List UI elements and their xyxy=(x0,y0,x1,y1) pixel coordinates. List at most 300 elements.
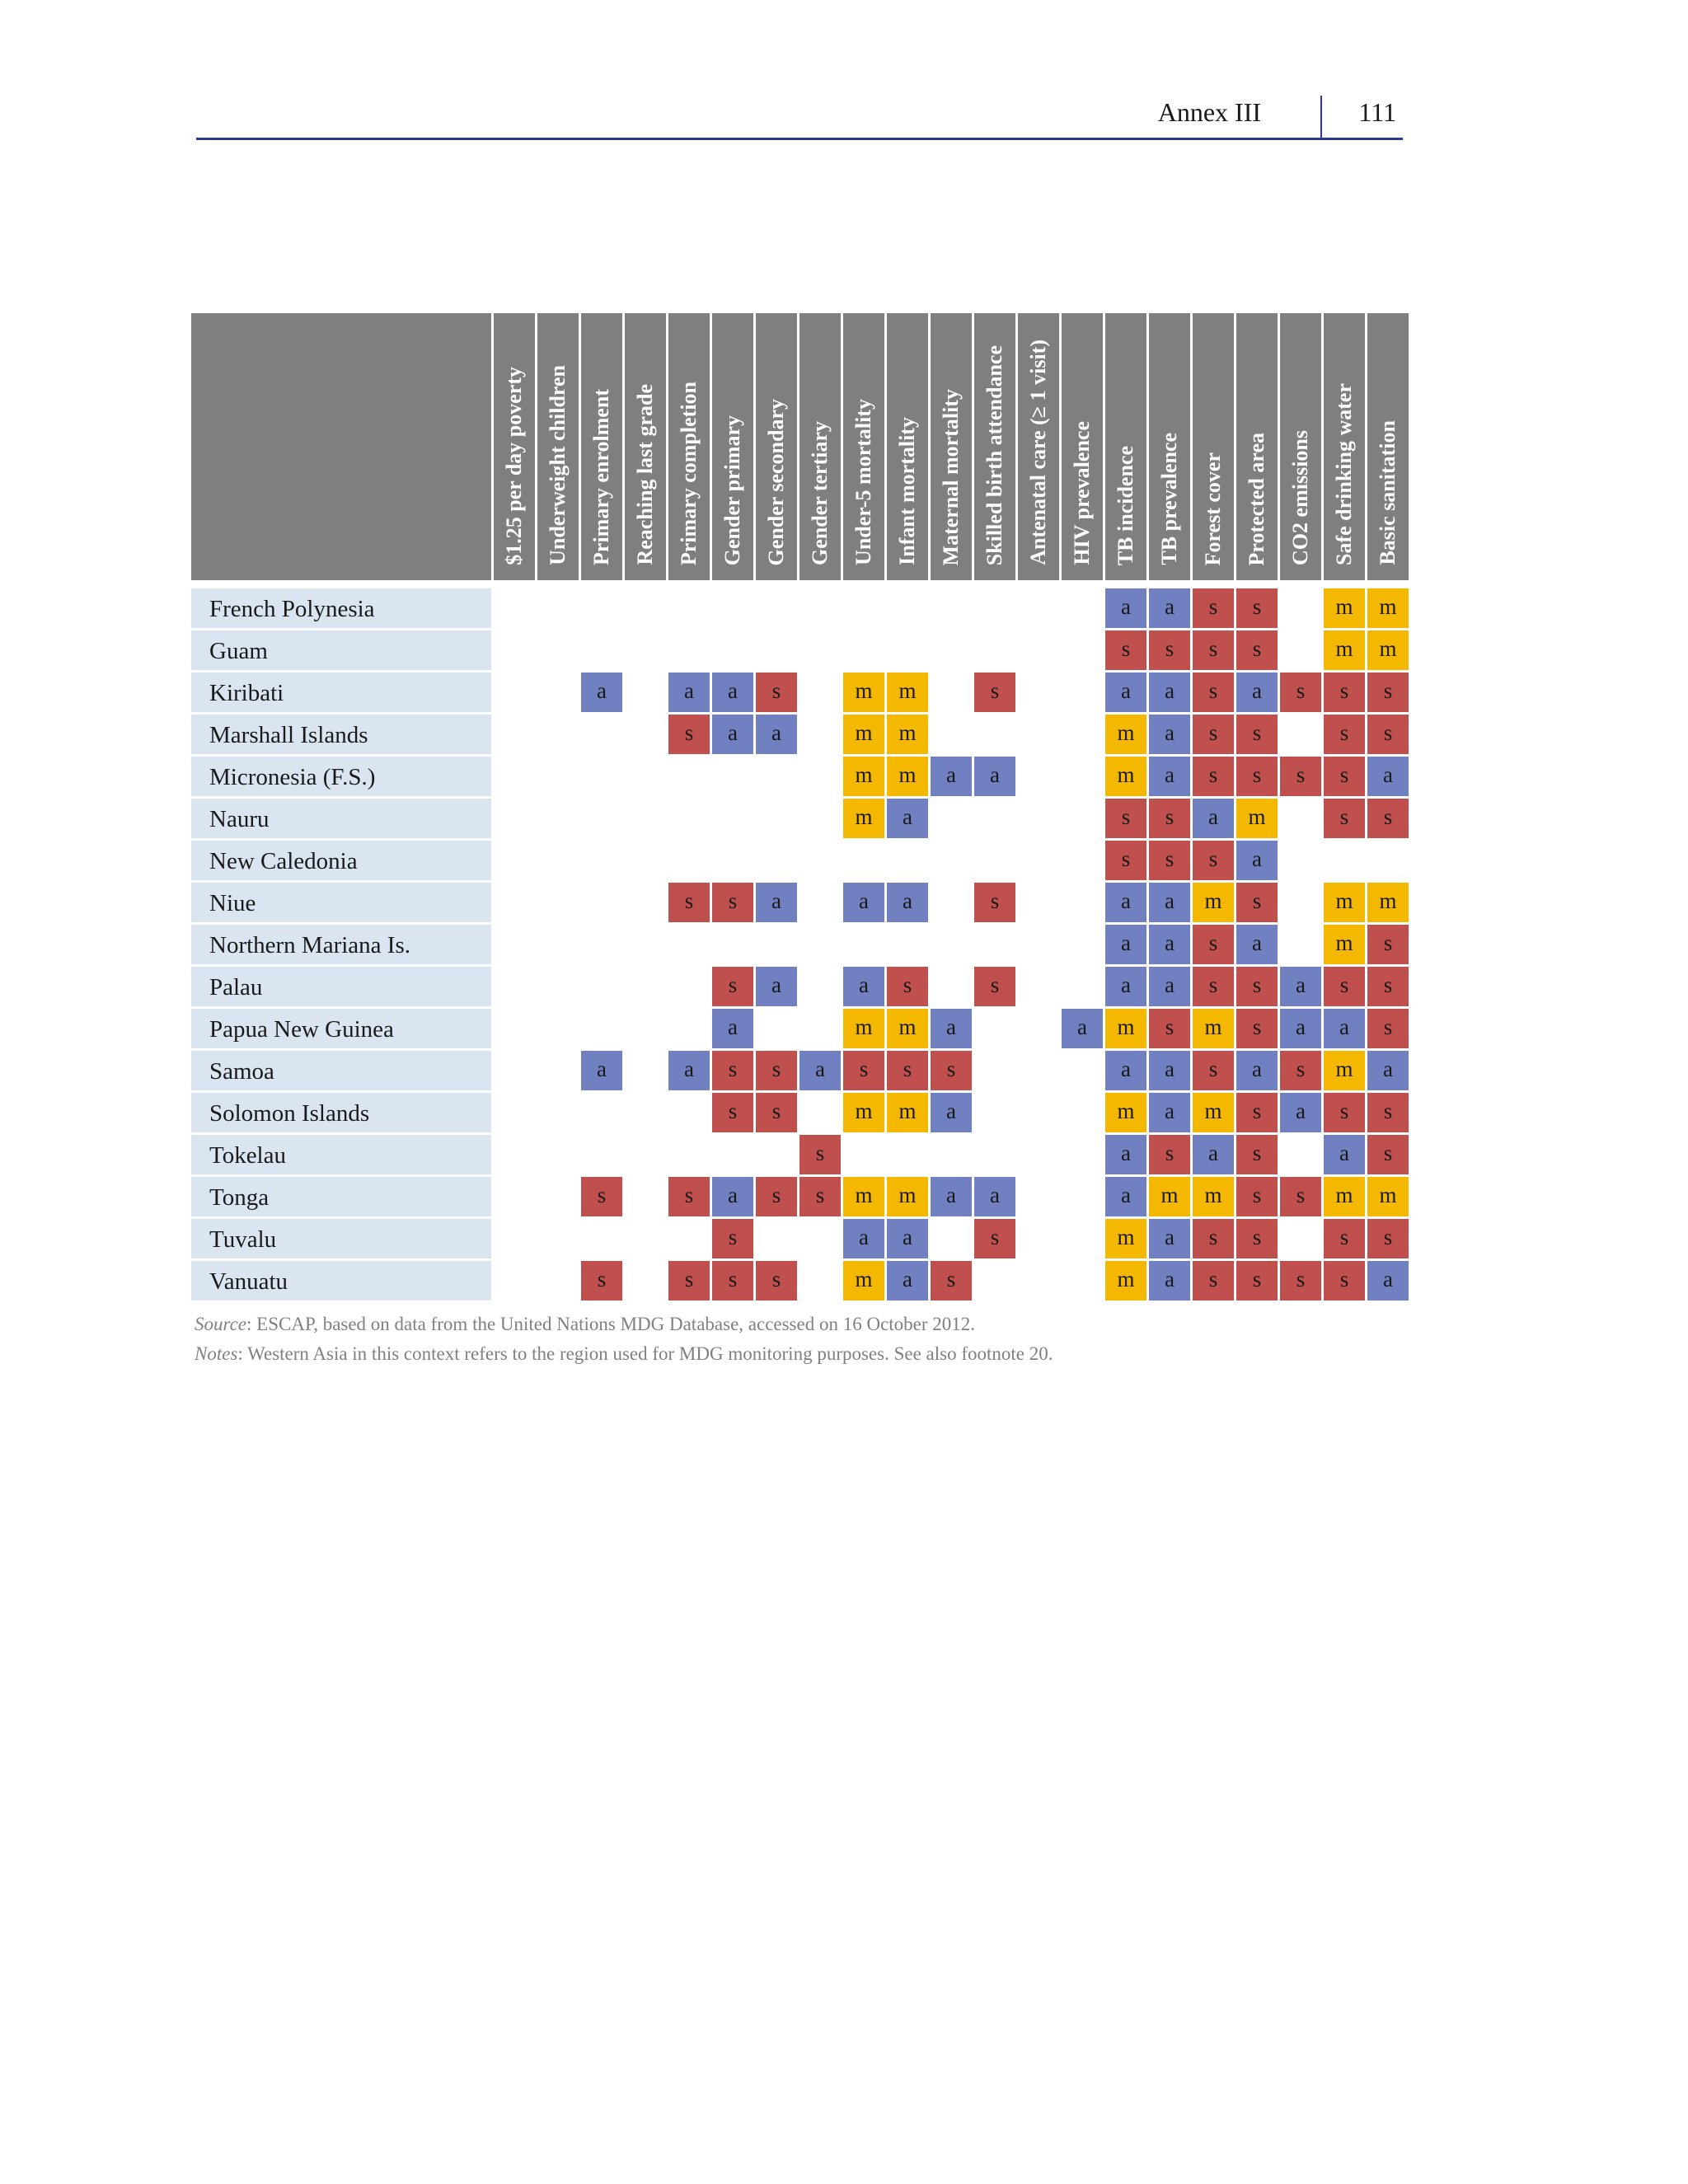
status-cell: s xyxy=(1236,715,1278,754)
status-cell: s xyxy=(1149,1135,1190,1174)
empty-cell xyxy=(581,588,622,628)
indicator-label: Primary completion xyxy=(677,381,701,565)
status-cell: s xyxy=(1193,673,1234,712)
empty-cell xyxy=(799,1093,841,1132)
empty-cell xyxy=(799,757,841,796)
empty-cell xyxy=(668,925,710,964)
indicator-label: Skilled birth attendance xyxy=(982,344,1006,565)
status-cell: s xyxy=(1367,1135,1409,1174)
status-cell: s xyxy=(1149,1009,1190,1048)
status-cell: a xyxy=(756,883,797,922)
empty-cell xyxy=(1062,673,1103,712)
status-cell: s xyxy=(1236,1177,1278,1216)
status-cell: a xyxy=(1149,715,1190,754)
status-cell: a xyxy=(1149,673,1190,712)
status-cell: a xyxy=(1062,1009,1103,1048)
indicator-header xyxy=(1149,313,1190,580)
status-cell: m xyxy=(843,1093,884,1132)
table-row xyxy=(191,630,1409,670)
status-cell: s xyxy=(1367,715,1409,754)
page-number: 111 xyxy=(1358,97,1396,127)
empty-cell xyxy=(843,841,884,880)
empty-cell xyxy=(625,1261,666,1301)
status-cell: a xyxy=(843,1219,884,1258)
status-cell: m xyxy=(1236,799,1278,838)
status-cell: a xyxy=(887,883,928,922)
header-separator xyxy=(1320,96,1322,138)
empty-cell xyxy=(1062,588,1103,628)
indicator-label: Gender secondary xyxy=(764,398,788,565)
source-text: : ESCAP, based on data from the United Nations MDG Database, accessed on 16 October 2012. xyxy=(246,1314,976,1334)
status-cell: a xyxy=(1236,925,1278,964)
empty-cell xyxy=(1018,841,1059,880)
empty-cell xyxy=(974,1261,1015,1301)
status-cell: s xyxy=(712,1051,753,1090)
empty-cell xyxy=(1280,925,1321,964)
status-cell: a xyxy=(1280,967,1321,1006)
empty-cell xyxy=(756,757,797,796)
status-cell: m xyxy=(1367,883,1409,922)
status-cell: a xyxy=(887,1261,928,1301)
indicator-label: TB incidence xyxy=(1114,445,1137,565)
empty-cell xyxy=(494,967,535,1006)
status-cell: s xyxy=(668,1177,710,1216)
empty-cell xyxy=(625,799,666,838)
empty-cell xyxy=(625,1177,666,1216)
empty-cell xyxy=(494,1261,535,1301)
status-cell: s xyxy=(1280,1177,1321,1216)
status-cell: s xyxy=(931,1261,972,1301)
empty-cell xyxy=(581,925,622,964)
empty-cell xyxy=(581,1135,622,1174)
status-cell: s xyxy=(1149,799,1190,838)
empty-cell xyxy=(974,841,1015,880)
indicator-label: Safe drinking water xyxy=(1332,383,1356,565)
empty-cell xyxy=(537,1009,579,1048)
empty-cell xyxy=(1018,1261,1059,1301)
status-cell: s xyxy=(1367,1219,1409,1258)
status-cell: a xyxy=(1149,1051,1190,1090)
table-row xyxy=(191,1261,1409,1301)
status-cell: a xyxy=(1149,1219,1190,1258)
empty-cell xyxy=(931,715,972,754)
empty-cell xyxy=(974,1135,1015,1174)
status-cell: s xyxy=(581,1261,622,1301)
empty-cell xyxy=(537,1093,579,1132)
status-cell: a xyxy=(1193,799,1234,838)
status-cell: a xyxy=(1105,588,1146,628)
indicator-label: Gender primary xyxy=(720,415,744,565)
table-row xyxy=(191,673,1409,712)
empty-cell xyxy=(1280,715,1321,754)
indicator-header xyxy=(1193,313,1234,580)
status-cell: s xyxy=(1149,841,1190,880)
status-cell: a xyxy=(1105,967,1146,1006)
annex-label: Annex III xyxy=(1157,97,1261,127)
empty-cell xyxy=(668,1219,710,1258)
status-cell: s xyxy=(1324,799,1365,838)
empty-cell xyxy=(974,1051,1015,1090)
status-cell: a xyxy=(712,715,753,754)
status-cell: a xyxy=(1105,1177,1146,1216)
empty-cell xyxy=(1280,841,1321,880)
table-row xyxy=(191,715,1409,754)
status-cell: s xyxy=(756,1177,797,1216)
status-cell: s xyxy=(1193,715,1234,754)
status-cell: m xyxy=(843,1261,884,1301)
empty-cell xyxy=(625,925,666,964)
empty-cell xyxy=(712,799,753,838)
empty-cell xyxy=(537,967,579,1006)
empty-cell xyxy=(799,588,841,628)
country-name: Palau xyxy=(191,967,491,1006)
empty-cell xyxy=(931,841,972,880)
status-cell: s xyxy=(1324,1219,1365,1258)
table-row xyxy=(191,883,1409,922)
empty-cell xyxy=(1018,715,1059,754)
empty-cell xyxy=(1018,630,1059,670)
empty-cell xyxy=(799,1261,841,1301)
indicator-label: Reaching last grade xyxy=(633,384,657,565)
status-cell: m xyxy=(1105,1093,1146,1132)
empty-cell xyxy=(931,799,972,838)
status-cell: a xyxy=(931,1009,972,1048)
indicator-label: HIV prevalence xyxy=(1070,421,1094,565)
status-cell: m xyxy=(1105,1219,1146,1258)
empty-cell xyxy=(625,1219,666,1258)
status-cell: a xyxy=(1367,1051,1409,1090)
indicator-header xyxy=(799,313,841,580)
table-row xyxy=(191,1177,1409,1216)
country-name: Marshall Islands xyxy=(191,715,491,754)
empty-cell xyxy=(668,1135,710,1174)
status-cell: a xyxy=(712,673,753,712)
empty-cell xyxy=(756,1135,797,1174)
indicator-label: Underweight children xyxy=(546,365,570,565)
empty-cell xyxy=(494,925,535,964)
empty-cell xyxy=(494,630,535,670)
indicator-header xyxy=(1018,313,1059,580)
status-cell: a xyxy=(1236,673,1278,712)
country-name: Vanuatu xyxy=(191,1261,491,1301)
empty-cell xyxy=(494,1009,535,1048)
empty-cell xyxy=(1018,799,1059,838)
indicator-label: Gender tertiary xyxy=(808,421,832,565)
indicator-label: Basic sanitation xyxy=(1376,420,1400,565)
indicator-header xyxy=(974,313,1015,580)
empty-cell xyxy=(581,1219,622,1258)
empty-cell xyxy=(1280,630,1321,670)
status-cell: s xyxy=(1324,757,1365,796)
indicator-header xyxy=(668,313,710,580)
empty-cell xyxy=(843,925,884,964)
table-row xyxy=(191,1051,1409,1090)
empty-cell xyxy=(799,1009,841,1048)
table-row xyxy=(191,967,1409,1006)
empty-cell xyxy=(537,673,579,712)
status-cell: s xyxy=(1236,1009,1278,1048)
empty-cell xyxy=(581,757,622,796)
status-cell: a xyxy=(1149,757,1190,796)
status-cell: s xyxy=(1324,1093,1365,1132)
status-cell: m xyxy=(1324,925,1365,964)
status-cell: s xyxy=(1236,1261,1278,1301)
empty-cell xyxy=(712,588,753,628)
status-cell: s xyxy=(1193,1051,1234,1090)
empty-cell xyxy=(668,799,710,838)
status-cell: a xyxy=(887,1219,928,1258)
status-cell: m xyxy=(843,1009,884,1048)
indicator-header xyxy=(1367,313,1409,580)
status-cell: a xyxy=(1236,1051,1278,1090)
empty-cell xyxy=(1280,1135,1321,1174)
status-cell: s xyxy=(1367,673,1409,712)
empty-cell xyxy=(1018,1177,1059,1216)
empty-cell xyxy=(1280,883,1321,922)
status-cell: s xyxy=(887,967,928,1006)
empty-cell xyxy=(1280,799,1321,838)
table-row xyxy=(191,1009,1409,1048)
status-cell: s xyxy=(1105,630,1146,670)
status-cell: a xyxy=(756,715,797,754)
status-cell: m xyxy=(843,673,884,712)
empty-cell xyxy=(581,883,622,922)
status-cell: a xyxy=(1149,1261,1190,1301)
empty-cell xyxy=(1062,1177,1103,1216)
status-cell: s xyxy=(668,883,710,922)
country-name: Nauru xyxy=(191,799,491,838)
table-row xyxy=(191,757,1409,796)
empty-cell xyxy=(1018,883,1059,922)
status-cell: s xyxy=(1280,757,1321,796)
empty-cell xyxy=(1018,1093,1059,1132)
table-row xyxy=(191,588,1409,628)
indicator-header xyxy=(494,313,535,580)
empty-cell xyxy=(756,841,797,880)
empty-cell xyxy=(494,1177,535,1216)
empty-cell xyxy=(668,588,710,628)
status-cell: m xyxy=(887,673,928,712)
running-header xyxy=(196,92,1403,140)
status-cell: s xyxy=(1324,673,1365,712)
status-cell: m xyxy=(1105,1261,1146,1301)
status-cell: a xyxy=(1105,1135,1146,1174)
indicator-label: Protected area xyxy=(1245,432,1268,565)
status-cell: s xyxy=(1193,757,1234,796)
status-cell: a xyxy=(1149,588,1190,628)
status-cell: s xyxy=(712,1219,753,1258)
country-name: Samoa xyxy=(191,1051,491,1090)
empty-cell xyxy=(494,588,535,628)
status-cell: m xyxy=(887,1009,928,1048)
country-name: Niue xyxy=(191,883,491,922)
empty-cell xyxy=(1062,1219,1103,1258)
status-cell: a xyxy=(712,1009,753,1048)
empty-cell xyxy=(581,715,622,754)
status-cell: s xyxy=(712,1093,753,1132)
empty-cell xyxy=(625,841,666,880)
empty-cell xyxy=(931,1135,972,1174)
empty-cell xyxy=(625,715,666,754)
empty-cell xyxy=(1062,925,1103,964)
indicator-label: Primary enrolment xyxy=(589,389,613,565)
status-cell: m xyxy=(1149,1177,1190,1216)
status-cell: m xyxy=(1367,588,1409,628)
empty-cell xyxy=(974,799,1015,838)
status-cell: m xyxy=(1324,1051,1365,1090)
empty-cell xyxy=(494,1135,535,1174)
status-cell: s xyxy=(799,1177,841,1216)
empty-cell xyxy=(668,967,710,1006)
indicator-label: Infant mortality xyxy=(895,417,919,565)
empty-cell xyxy=(537,925,579,964)
empty-cell xyxy=(625,757,666,796)
empty-cell xyxy=(537,841,579,880)
empty-cell xyxy=(581,630,622,670)
status-cell: a xyxy=(1324,1009,1365,1048)
empty-cell xyxy=(931,883,972,922)
status-cell: s xyxy=(1193,630,1234,670)
status-cell: s xyxy=(756,1051,797,1090)
status-cell: m xyxy=(887,757,928,796)
status-cell: a xyxy=(712,1177,753,1216)
empty-cell xyxy=(756,799,797,838)
empty-cell xyxy=(756,630,797,670)
status-cell: a xyxy=(1149,967,1190,1006)
empty-cell xyxy=(1018,1009,1059,1048)
status-cell: s xyxy=(756,1261,797,1301)
empty-cell xyxy=(799,673,841,712)
table-row xyxy=(191,1135,1409,1174)
country-name: Guam xyxy=(191,630,491,670)
empty-cell xyxy=(494,1051,535,1090)
indicator-header xyxy=(712,313,753,580)
empty-cell xyxy=(668,1093,710,1132)
indicator-header xyxy=(625,313,666,580)
empty-cell xyxy=(625,1009,666,1048)
empty-cell xyxy=(756,1009,797,1048)
empty-cell xyxy=(799,630,841,670)
empty-cell xyxy=(1062,757,1103,796)
status-cell: a xyxy=(887,799,928,838)
notes-note xyxy=(195,1343,1431,1365)
status-cell: s xyxy=(1193,1261,1234,1301)
indicator-header xyxy=(1324,313,1365,580)
country-name: French Polynesia xyxy=(191,588,491,628)
status-cell: s xyxy=(1105,841,1146,880)
empty-cell xyxy=(712,757,753,796)
empty-cell xyxy=(756,588,797,628)
empty-cell xyxy=(974,588,1015,628)
empty-cell xyxy=(494,757,535,796)
empty-cell xyxy=(974,925,1015,964)
status-cell: m xyxy=(843,1177,884,1216)
indicator-header xyxy=(756,313,797,580)
empty-cell xyxy=(931,925,972,964)
status-cell: m xyxy=(1324,883,1365,922)
empty-cell xyxy=(931,967,972,1006)
status-cell: a xyxy=(1105,1051,1146,1090)
status-cell: a xyxy=(1105,883,1146,922)
status-cell: s xyxy=(1236,967,1278,1006)
status-cell: m xyxy=(1105,757,1146,796)
status-cell: s xyxy=(712,967,753,1006)
status-cell: s xyxy=(974,673,1015,712)
indicator-header xyxy=(887,313,928,580)
empty-cell xyxy=(843,630,884,670)
status-cell: s xyxy=(1193,967,1234,1006)
empty-cell xyxy=(799,1219,841,1258)
status-cell: m xyxy=(1367,1177,1409,1216)
country-name: Solomon Islands xyxy=(191,1093,491,1132)
empty-cell xyxy=(1018,925,1059,964)
status-cell: s xyxy=(1324,967,1365,1006)
indicator-label: $1.25 per day poverty xyxy=(502,367,526,565)
header-corner xyxy=(191,313,491,580)
empty-cell xyxy=(712,630,753,670)
status-cell: m xyxy=(1324,588,1365,628)
status-cell: s xyxy=(668,715,710,754)
table-row xyxy=(191,925,1409,964)
status-cell: a xyxy=(1367,757,1409,796)
status-cell: a xyxy=(1105,673,1146,712)
status-cell: s xyxy=(712,883,753,922)
empty-cell xyxy=(537,1177,579,1216)
indicator-label: Under-5 mortality xyxy=(851,399,875,565)
indicator-header xyxy=(843,313,884,580)
empty-cell xyxy=(1367,841,1409,880)
status-cell: s xyxy=(887,1051,928,1090)
empty-cell xyxy=(581,1093,622,1132)
notes-text: : Western Asia in this context refers to the region used for MDG monitoring purposes. See also footnote 20. xyxy=(237,1343,1053,1364)
status-cell: a xyxy=(974,1177,1015,1216)
empty-cell xyxy=(625,967,666,1006)
empty-cell xyxy=(887,841,928,880)
status-cell: s xyxy=(668,1261,710,1301)
status-cell: a xyxy=(1324,1135,1365,1174)
table-row xyxy=(191,799,1409,838)
mdg-progress-table xyxy=(191,313,1409,1301)
empty-cell xyxy=(799,925,841,964)
indicator-label: Maternal mortality xyxy=(939,388,963,565)
source-label: Source xyxy=(195,1314,247,1334)
status-cell: s xyxy=(1367,967,1409,1006)
empty-cell xyxy=(931,588,972,628)
indicator-label: Forest cover xyxy=(1201,452,1225,565)
empty-cell xyxy=(494,883,535,922)
country-name: Kiribati xyxy=(191,673,491,712)
status-cell: s xyxy=(1236,588,1278,628)
status-cell: a xyxy=(799,1051,841,1090)
status-cell: m xyxy=(843,799,884,838)
status-cell: s xyxy=(712,1261,753,1301)
status-cell: s xyxy=(974,883,1015,922)
empty-cell xyxy=(799,715,841,754)
empty-cell xyxy=(1018,588,1059,628)
status-cell: s xyxy=(1193,925,1234,964)
empty-cell xyxy=(799,967,841,1006)
status-cell: s xyxy=(1367,1009,1409,1048)
empty-cell xyxy=(756,925,797,964)
status-cell: s xyxy=(1324,715,1365,754)
status-cell: s xyxy=(799,1135,841,1174)
country-name: Tokelau xyxy=(191,1135,491,1174)
indicator-header xyxy=(931,313,972,580)
status-cell: m xyxy=(1105,715,1146,754)
empty-cell xyxy=(1018,1051,1059,1090)
empty-cell xyxy=(494,1093,535,1132)
empty-cell xyxy=(887,1135,928,1174)
